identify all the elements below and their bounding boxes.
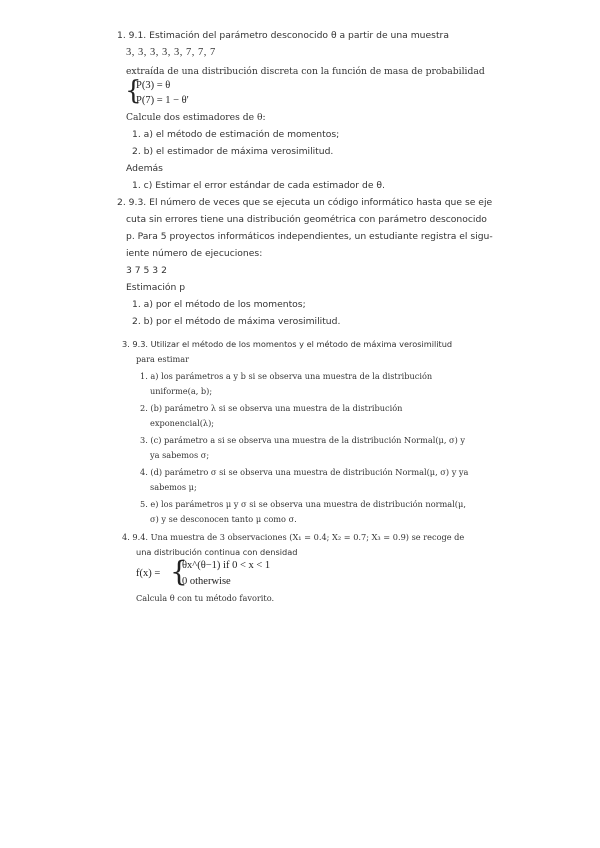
q3-item2-l1: 2. (b) parámetro λ si se observa una muestra de la distribución [140,403,403,413]
q3-item4-l2: sabemos μ; [150,482,197,492]
q1-ademas: Además [126,163,163,174]
q3-item1-l2: uniforme(a, b); [150,386,213,396]
q2-line3: p. Para 5 proyectos informáticos independientes, un estudiante registra el sigu- [126,231,493,242]
q1-pmf-2: P(7) = 1 − θ' [136,95,189,106]
q4-brace: { [170,555,188,588]
q2-item-a: 1. a) por el método de los momentos; [132,299,306,310]
q4-case2: 0 otherwise [182,576,231,587]
q3-item1-l1: 1. a) los parámetros a y b si se observa una muestra de la distribución [140,371,433,381]
q3-line2: para estimar [136,354,190,364]
q4-fx: f(x) = [136,568,161,579]
q1-dist-text: extraída de una distribución discreta con la función de masa de probabilidad [126,66,485,77]
q1-sample: 3, 3, 3, 3, 3, 7, 7, 7 [126,47,216,58]
q1-item-c: 1. c) Estimar el error estándar de cada estimador de θ. [132,180,385,191]
q2-line4: iente número de ejecuciones: [126,248,263,259]
q1-heading: 1. 9.1. Estimación del parámetro desconocido θ a partir de una muestra [117,30,449,41]
q4-line1: 4. 9.4. Una muestra de 3 observaciones (X₁ = 0.4; X₂ = 0.7; X₃ = 0.9) se recoge de [122,532,465,542]
q3-item3-l1: 3. (c) parámetro a si se observa una muestra de la distribución Normal(μ, σ) y [140,435,466,445]
q2-line2: cuta sin errores tiene una distribución geométrica con parámetro desconocido [126,214,487,225]
q3-item3-l2: ya sabemos σ; [150,450,210,460]
q1-pmf-1: P(3) = θ [136,80,171,91]
q1-item-b: 2. b) el estimador de máxima verosimilitud. [132,146,334,157]
q2-line1: 2. 9.3. El número de veces que se ejecuta un código informático hasta que se eje [117,197,493,208]
q2-data: 3 7 5 3 2 [126,265,167,276]
q1-item-a: 1. a) el método de estimación de momentos; [132,129,340,140]
q4-calc: Calcula θ con tu método favorito. [136,593,275,603]
q3-item5-l2: σ) y se desconocen tanto μ como σ. [150,514,297,524]
q3-item2-l2: exponencial(λ); [150,418,215,428]
q4-line2: una distribución continua con densidad [136,547,298,557]
q1-brace: { [125,76,142,106]
q3-line1: 3. 9.3. Utilizar el método de los momentos y el método de máxima verosimilitud [122,339,453,349]
q2-item-b: 2. b) por el método de máxima verosimilitud. [132,316,341,327]
q4-case1: θx^(θ−1) if 0 < x < 1 [182,560,271,571]
q2-estim: Estimación p [126,282,186,293]
q3-item4-l1: 4. (d) parámetro σ si se observa una muestra de distribución Normal(μ, σ) y ya [140,467,469,477]
q1-calc: Calcule dos estimadores de θ: [126,112,266,123]
q3-item5-l1: 5. e) los parámetros μ y σ si se observa una muestra de distribución normal(μ, [140,499,466,509]
